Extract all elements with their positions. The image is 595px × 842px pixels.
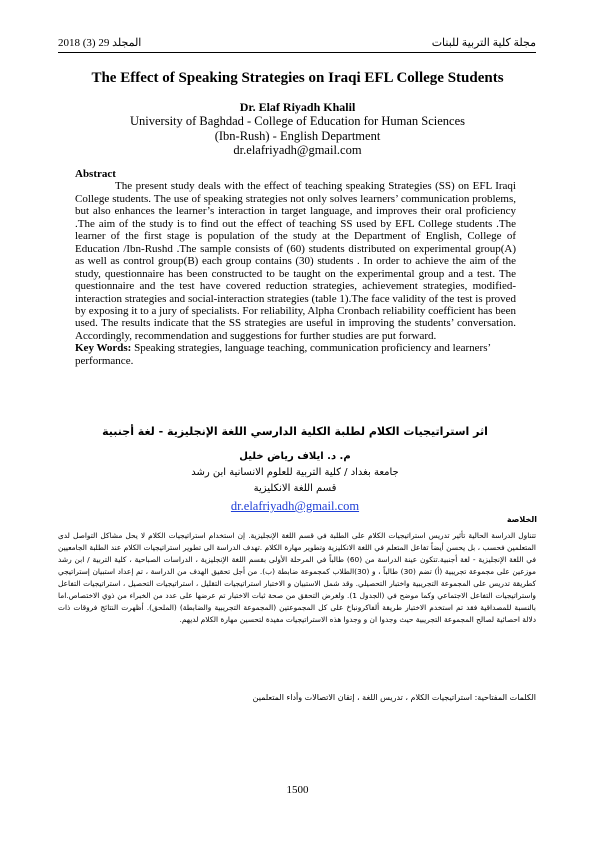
arabic-keywords: الكلمات المفتاحية: استراتيجيات الكلام ، تدريس اللغة ، إتقان الاتصالات وأداء المتعلمين [252, 693, 536, 702]
arabic-author-block [75, 449, 515, 497]
page-number: 1500 [286, 784, 309, 796]
arabic-author-name: م. د. ايلاف رياض خليل [239, 451, 351, 462]
arabic-abstract-text: تتناول الدراسة الحالية تأثير تدريس استراتيجيات الكلام على الطلبة في قسم اللغة الإنجليزية. إن استخدام استراتيجيات الكلام لا يحل مشاكل التواصل لدى المتعلمين فحسب ، بل يحسن أيضاً تفاعل المتعلم في اللغة الانكليزية وتطوير مهارة الكلام .تهدف الدراسة الى تطوير استراتيجيات الكلام عند الطلبة الجامعيين في اللغة الإنجليزية - لغة أجنبية.تتكون عينة الدراسة من (60) طالباً في المرحلة الأولى بقسم اللغة الإنجليزية ، الدراسات الصباحية ، كلية التربية / ابن رشد موزعين على مجموعة تجريبية (أ) تضم (30) طالباً ، و (30)الطلاب كمجموعة ضابطة (ب). من أجل تحقيق الهدف من الدراسة ، تم إعداد استبيان إستراتيجي كطريقة تدريس على المجموعة التجريبية واختبار التحصيلي. وقد شمل الاستبيان و الاختبار استراتيجيات التقليل ، استراتيجيات التحصيل ، استراتيجيات التفاعل واستراتيجيات التفاعل الاجتماعي وكما موضح في (الجدول 1). ولغرض التحقق من صحة ثبات الاختبار تم عرضها على عدد من الخبراء من ذوي الاختصاص.اما بالنسبة للمصداقية فقد تم استخدم الاختبار طريقة ألفاكرونباخ على كل المجموعتين (المجموعة التجريبية والضابطة) (الملحق). أظهرت النتائج فروقات ذات دلالة احصائية لصالح المجموعة التجريبية حيث وجدوا ان و وجدوا هذه الاستراتيجيات مفيدة لتحسين مهارة الكلام لديهم. [58, 531, 536, 624]
running-header [58, 36, 536, 50]
arabic-affiliation-1: جامعة بغداد / كلية التربية للعلوم الانسانية ابن رشد [191, 467, 399, 478]
author-name: Dr. Elaf Riyadh Khalil [239, 100, 356, 114]
header-rule [58, 52, 536, 53]
arabic-abstract-heading: الخلاصة [506, 515, 537, 524]
author-email: dr.elafriyadh@gmail.com [233, 143, 362, 157]
affiliation-line-1: University of Baghdad - College of Education for Human Sciences [130, 114, 465, 128]
journal-name: مجلة كلية التربية للبنات [431, 37, 536, 49]
keywords-text: Speaking strategies, language teaching, communication proficiency and learners’ performance. [75, 342, 491, 367]
english-abstract [75, 168, 516, 367]
abstract-text: The present study deals with the effect of teaching speaking Strategies (SS) on EFL Iraqi College students. The use of speaking strategies not only solves learners’ communication problems, but also enhances the learner’s interaction in target language, and improves their oral proficiency .The aim of the study is to find out the effect of teaching SS used by EFL College students .The learner of the first stage is population of the study at the Department of English, College of Education /Ibn-Rushd .The sample consists of (60) students distributed on experimental group(A) as well as control group(B) each group contains (30) students . In order to achieve the aim of the study, questionnaire has been constructed to be taught on the experimental group and a test. The questionnaire and the test have covered reduction strategies, achievement strategies, modified- interaction strategies and social-interaction strategies (table 1).The face validity of the test is proved by exposing it to a jury of specialists. For reliability, Alpha Cronbach reliability coefficient has been used. The results indicate that the SS strategies are useful in improving the students’ conversation. Accordingly, recommendation and suggestions for further studies are put forward. [75, 180, 516, 342]
abstract-heading: Abstract [75, 168, 116, 180]
journal-volume: 2018 (3) 29 المجلد [58, 37, 142, 49]
affiliation-line-2: (Ibn-Rush) - English Department [214, 128, 381, 143]
arabic-email-link[interactable]: dr.elafriyadh@gmail.com [230, 499, 360, 513]
paper-title: The Effect of Speaking Strategies on Iraqi EFL College Students [91, 70, 504, 86]
keywords [75, 342, 516, 367]
arabic-affiliation-2: قسم اللغة الانكليزية [253, 483, 337, 494]
arabic-title: اثر استراتيجيات الكلام لطلبة الكلية الدارسي اللغة الإنجليزية - لغة أجنبية [102, 425, 488, 438]
author-block [40, 100, 555, 158]
keywords-label: Key Words: [75, 342, 132, 355]
